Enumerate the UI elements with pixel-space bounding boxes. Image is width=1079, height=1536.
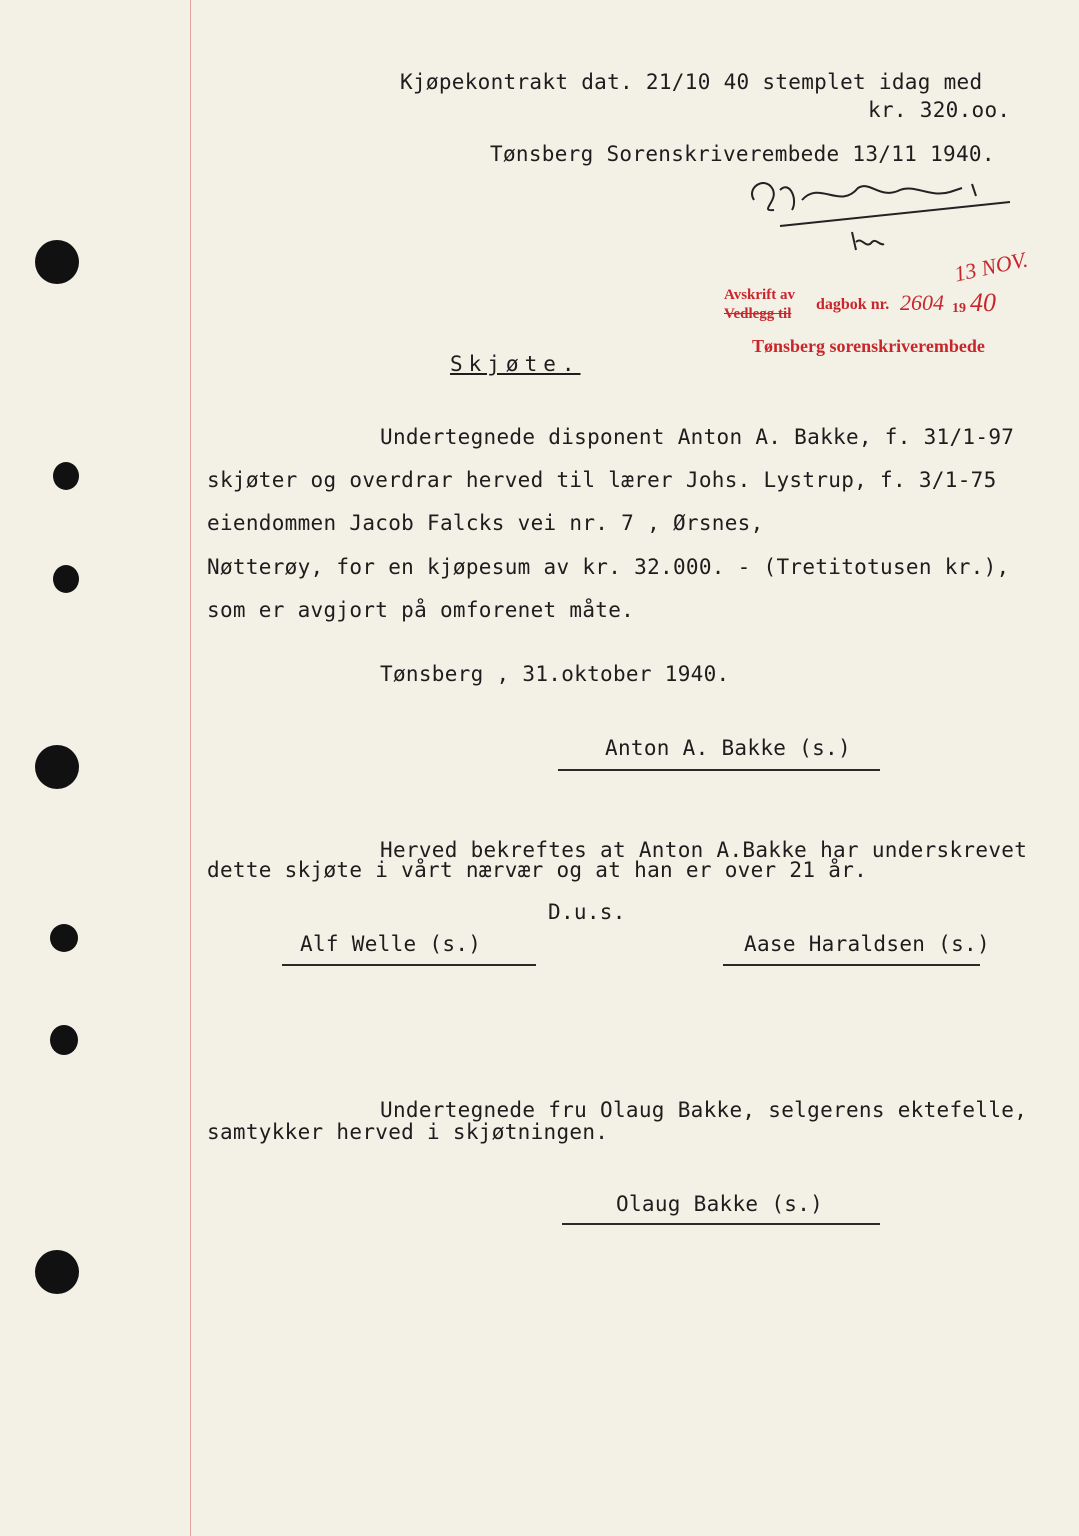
stamp-number: 2604 bbox=[900, 290, 944, 315]
body-line: Nøtterøy, for en kjøpesum av kr. 32.000. - (Tretitotusen kr.), bbox=[207, 555, 1010, 579]
witness-1: Alf Welle (s.) bbox=[300, 932, 482, 956]
body-line: dette skjøte i vårt nærvær og at han er over 21 år. bbox=[207, 858, 868, 882]
punch-hole bbox=[50, 1025, 78, 1055]
header-line-1: Kjøpekontrakt dat. 21/10 40 stemplet idag med bbox=[400, 70, 983, 94]
punch-hole bbox=[50, 924, 78, 952]
stamp-avskrift: Avskrift av bbox=[724, 287, 795, 303]
spouse-signature: Olaug Bakke (s.) bbox=[616, 1192, 824, 1216]
place-date: Tønsberg , 31.oktober 1940. bbox=[380, 662, 730, 686]
punch-hole bbox=[53, 462, 79, 490]
punch-hole bbox=[35, 240, 79, 284]
stamp-office: Tønsberg sorenskriverembede bbox=[752, 336, 985, 356]
seller-signature: Anton A. Bakke (s.) bbox=[605, 736, 851, 760]
header-line-2: kr. 320.oo. bbox=[868, 98, 1011, 122]
margin-line bbox=[190, 0, 191, 1536]
office-date: Tønsberg Sorenskriverembede 13/11 1940. bbox=[490, 142, 995, 166]
stamp-dagbok: dagbok nr. bbox=[816, 296, 890, 313]
stamp-vedlegg: Vedlegg til bbox=[724, 306, 792, 322]
handwritten-initials-icon bbox=[848, 228, 888, 256]
stamp-year-prefix: 19 bbox=[952, 301, 966, 316]
punch-hole bbox=[53, 565, 79, 593]
punch-hole bbox=[35, 1250, 79, 1294]
document-title: Skjøte. bbox=[450, 352, 581, 376]
stamp-handwritten-date: 13 NOV. bbox=[952, 246, 1030, 287]
signature-line bbox=[562, 1223, 880, 1225]
body-line: samtykker herved i skjøtningen. bbox=[207, 1120, 609, 1144]
punch-hole bbox=[35, 745, 79, 789]
body-line: Herved bekreftes at Anton A.Bakke har underskrevet bbox=[380, 838, 1028, 862]
stamp-year-suffix: 40 bbox=[970, 288, 996, 317]
signature-line bbox=[282, 964, 536, 966]
body-line: Undertegnede fru Olaug Bakke, selgerens ektefelle, bbox=[380, 1098, 1028, 1122]
body-line: som er avgjort på omforenet måte. bbox=[207, 598, 635, 622]
body-line: eiendommen Jacob Falcks vei nr. 7 , Ørsnes, bbox=[207, 511, 764, 535]
witness-2: Aase Haraldsen (s.) bbox=[744, 932, 990, 956]
signature-line bbox=[723, 964, 980, 966]
signature-line bbox=[558, 769, 880, 771]
body-line: skjøter og overdrar herved til lærer Johs. Lystrup, f. 3/1-75 bbox=[207, 468, 997, 492]
body-line: Undertegnede disponent Anton A. Bakke, f. 31/1-97 bbox=[380, 425, 1015, 449]
dus-label: D.u.s. bbox=[548, 900, 626, 924]
